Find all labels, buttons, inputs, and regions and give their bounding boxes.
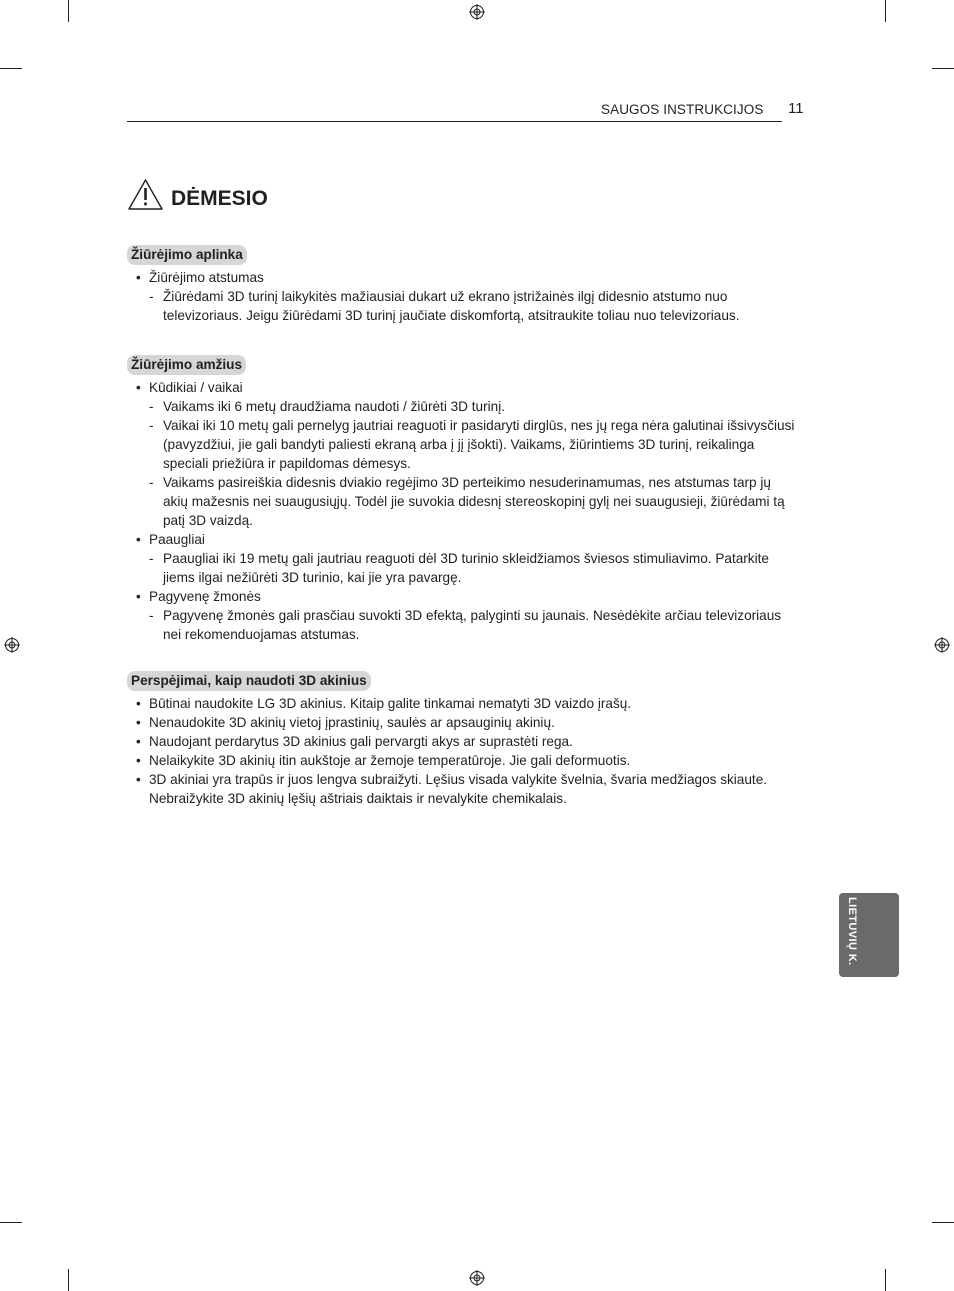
list-item: • Naudojant perdarytus 3D akinius gali pervargti akys ar suprastėti rega. [127, 732, 807, 751]
list-item: • 3D akiniai yra trapūs ir juos lengva subraižyti. Lęšius visada valykite švelnia, švaria medžiagos skiaute. Nebraižykite 3D akinių lęšių aštriais daiktais ir nevalykite chemikalais. [127, 770, 807, 808]
list-item: • Paaugliai [127, 530, 807, 549]
list-item: • Žiūrėjimo atstumas [127, 268, 807, 287]
registration-mark-icon [4, 637, 20, 653]
sub-item: - Žiūrėdami 3D turinį laikykitės mažiausiai dukart už ekrano įstrižainės ilgį didesnio atstumo nuo televizoriaus. Jeigu žiūrėdami 3D turinį jaučiate diskomfortą, atsitraukite toliau nuo televizoriaus. [127, 287, 807, 325]
crop-mark [0, 68, 22, 69]
sub-item: - Vaikams pasireiškia didesnis dviakio regėjimo 3D perteikimo nesuderinamumas, nes atstumas tarp jų akių mažesnis nei suaugusiųjų. Todėl jie suvokia didesnį stereoskopinį gylį nei suaugusieji, žiūrėdami tą patį 3D vaizdą. [127, 473, 807, 530]
page-title: DĖMESIO [171, 187, 268, 210]
list-item: • Nelaikykite 3D akinių itin aukštoje ar žemoje temperatūroje. Jie gali deformuotis. [127, 751, 807, 770]
crop-mark [0, 1222, 22, 1223]
crop-mark [885, 1269, 886, 1291]
page-number: 11 [788, 100, 804, 117]
page-title-block [127, 177, 268, 211]
registration-mark-icon [469, 4, 485, 20]
section-viewing-environment [127, 245, 807, 325]
crop-mark [885, 0, 886, 22]
language-side-tab-label: LIETUVIŲ K. [846, 897, 858, 966]
registration-mark-icon [469, 1270, 485, 1286]
registration-mark-icon [934, 637, 950, 653]
section-heading: Žiūrėjimo amžius [127, 355, 246, 375]
section-3d-glasses-cautions [127, 671, 807, 808]
crop-mark [932, 68, 954, 69]
list-item: • Nenaudokite 3D akinių vietoj įprastinių, saulės ar apsauginių akinių. [127, 713, 807, 732]
crop-mark [932, 1222, 954, 1223]
sub-item: - Pagyvenę žmonės gali prasčiau suvokti 3D efektą, palyginti su jaunais. Nesėdėkite arčiau televizoriaus nei rekomenduojamas atstumas. [127, 606, 807, 644]
list-item: • Būtinai naudokite LG 3D akinius. Kitaip galite tinkamai nematyti 3D vaizdo įrašų. [127, 694, 807, 713]
crop-mark [68, 0, 69, 22]
sub-item: - Vaikams iki 6 metų draudžiama naudoti / žiūrėti 3D turinį. [127, 397, 807, 416]
warning-triangle-icon [127, 178, 164, 211]
section-viewing-age [127, 355, 807, 644]
header-divider [127, 121, 782, 122]
sub-item: - Vaikai iki 10 metų gali pernelyg jautriai reaguoti ir pasidaryti dirglūs, nes jų rega nėra galutinai išsivysčiusi (pavyzdžiui, jie gali bandyti paliesti ekraną arba į jį įšokti). Vaikams, žiūrintiems 3D turinį, reikalinga speciali priežiūra ir papildomas dėmesys. [127, 416, 807, 473]
crop-mark [68, 1269, 69, 1291]
list-item: • Kūdikiai / vaikai [127, 378, 807, 397]
sub-item: - Paaugliai iki 19 metų gali jautriau reaguoti dėl 3D turinio skleidžiamos šviesos stimuliavimo. Patarkite jiems ilgai nežiūrėti 3D turinio, kai jie yra pavargę. [127, 549, 807, 587]
running-header: SAUGOS INSTRUKCIJOS [601, 102, 764, 117]
section-heading: Žiūrėjimo aplinka [127, 245, 247, 265]
list-item: • Pagyvenę žmonės [127, 587, 807, 606]
section-heading: Perspėjimai, kaip naudoti 3D akinius [127, 671, 371, 691]
